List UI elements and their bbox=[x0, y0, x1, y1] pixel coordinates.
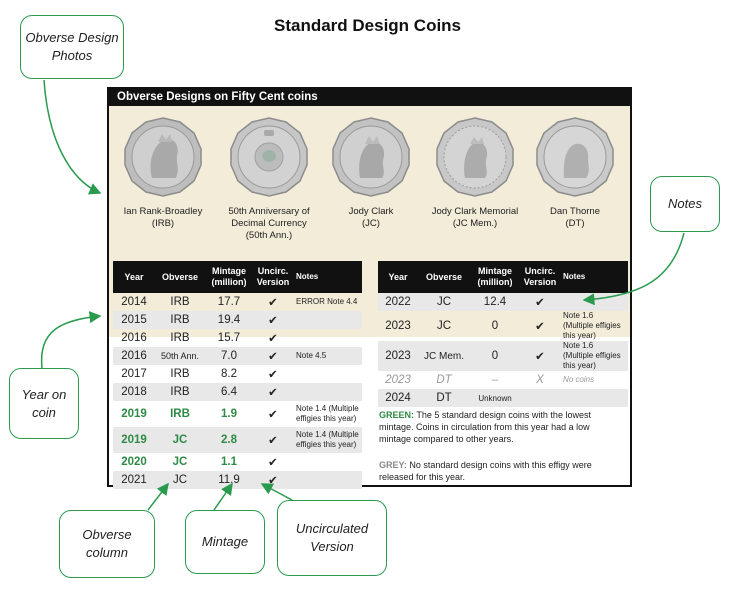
cell-obverse: IRB bbox=[155, 383, 205, 401]
panel-header: Obverse Designs on Fifty Cent coins bbox=[109, 89, 630, 106]
cell-obverse: JC bbox=[172, 456, 188, 468]
coin-irb-caption-2: (IRB) bbox=[151, 218, 175, 229]
cell-uncirc: ✔ bbox=[253, 347, 293, 365]
coin-panel bbox=[107, 87, 632, 487]
col-mintage-1: Mintage bbox=[211, 266, 246, 276]
cell-mintage: 8.2 bbox=[221, 368, 237, 380]
cell-notes bbox=[293, 383, 362, 401]
col-obverse: Obverse bbox=[418, 261, 470, 293]
callout-notes bbox=[650, 176, 720, 232]
table-row bbox=[378, 293, 628, 311]
callout-mintage-text: Mintage bbox=[201, 534, 249, 550]
cell-obverse: JC bbox=[155, 427, 205, 453]
cell-uncirc: ✔ bbox=[268, 297, 278, 309]
cell-uncirc: ✔ bbox=[268, 409, 278, 421]
legend-green-label: GREEN: bbox=[379, 410, 415, 420]
callout-mintage bbox=[185, 510, 265, 574]
coin-50th-image bbox=[228, 116, 310, 198]
legend-green-text: The 5 standard design coins with the lowest mintage. Coins in circulation from this year had a low mintage compared to other years. bbox=[379, 410, 591, 444]
cell-notes: ERROR Note 4.4 bbox=[296, 297, 358, 306]
col-uncirc bbox=[520, 261, 560, 293]
cell-mintage: 7.0 bbox=[205, 347, 253, 365]
cell-year: 2020 bbox=[121, 456, 147, 468]
cell-notes bbox=[293, 365, 362, 383]
table-row bbox=[113, 383, 362, 401]
col-obverse: Obverse bbox=[155, 261, 205, 293]
cell-mintage: 2.8 bbox=[205, 427, 253, 453]
page-title: Standard Design Coins bbox=[273, 16, 462, 35]
cell-year: 2018 bbox=[113, 383, 155, 401]
callout-notes-text: Notes bbox=[668, 196, 702, 212]
cell-obverse: IRB bbox=[155, 311, 205, 329]
coin-jc-image bbox=[330, 116, 412, 198]
table-row bbox=[113, 311, 362, 329]
coin-jc-caption-1: Jody Clark bbox=[348, 206, 394, 217]
table-row bbox=[113, 293, 362, 311]
cell-year: 2014 bbox=[121, 296, 147, 308]
cell-mintage: 6.4 bbox=[205, 383, 253, 401]
cell-mintage: 1.1 bbox=[221, 456, 237, 468]
callout-year-text: Year on coin bbox=[21, 386, 67, 420]
cell-notes: No coins bbox=[563, 375, 595, 384]
cell-notes bbox=[293, 471, 362, 489]
cell-uncirc: ✔ bbox=[253, 471, 293, 489]
table-row bbox=[113, 427, 362, 453]
col-uncirc-2: Version bbox=[523, 277, 557, 287]
cell-year: 2016 bbox=[113, 347, 155, 365]
cell-notes: Note 1.4 (Multiple effigies this year) bbox=[293, 427, 362, 453]
cell-mintage: 15.7 bbox=[217, 332, 241, 344]
cell-year: 2017 bbox=[121, 368, 147, 380]
coin-50th-caption-2: Decimal Currency bbox=[231, 218, 307, 229]
coin-irb-caption-1: Ian Rank-Broadley bbox=[123, 206, 203, 217]
table-row bbox=[378, 311, 628, 341]
cell-year: 2024 bbox=[378, 389, 418, 407]
coin-dt bbox=[523, 116, 627, 230]
cell-obverse: IRB bbox=[170, 368, 190, 380]
coin-irb bbox=[111, 116, 215, 230]
col-mintage-2: (million) bbox=[477, 277, 513, 287]
table-row bbox=[113, 471, 362, 489]
cell-mintage: 0 bbox=[491, 320, 499, 332]
table-row bbox=[378, 371, 628, 389]
cell-notes bbox=[293, 329, 362, 347]
cell-uncirc bbox=[520, 389, 560, 407]
cell-notes bbox=[293, 453, 362, 471]
legend-grey-label: GREY: bbox=[379, 460, 407, 470]
cell-notes: Note 4.5 bbox=[293, 347, 362, 365]
cell-uncirc: ✔ bbox=[268, 333, 278, 345]
cell-year: 2021 bbox=[113, 471, 155, 489]
table-row bbox=[113, 329, 362, 347]
legend-green bbox=[379, 409, 619, 445]
col-notes: Notes bbox=[560, 261, 628, 293]
cell-uncirc: ✔ bbox=[535, 321, 545, 333]
coin-jc-mem bbox=[423, 116, 527, 230]
cell-obverse: JC bbox=[418, 293, 470, 311]
cell-notes: Note 1.6 (Multiple effigies this year) bbox=[563, 311, 621, 340]
col-mintage-1: Mintage bbox=[477, 266, 512, 276]
cell-uncirc: ✔ bbox=[268, 457, 278, 469]
coin-50th-caption-3: (50th Ann.) bbox=[245, 230, 293, 241]
table-row bbox=[113, 453, 362, 471]
cell-obverse: DT bbox=[418, 389, 470, 407]
col-uncirc bbox=[253, 261, 293, 293]
callout-uncirculated bbox=[277, 500, 387, 576]
callout-year-on-coin bbox=[9, 368, 79, 439]
coin-irb-image bbox=[122, 116, 204, 198]
cell-uncirc: X bbox=[536, 374, 544, 386]
cell-mintage: – bbox=[491, 374, 499, 386]
cell-notes: Note 1.6 (Multiple effigies this year) bbox=[560, 341, 628, 371]
col-notes: Notes bbox=[293, 261, 362, 293]
table-row bbox=[378, 389, 628, 407]
cell-mintage: 1.9 bbox=[221, 408, 237, 420]
cell-notes bbox=[293, 311, 362, 329]
col-uncirc-1: Uncirc. bbox=[524, 266, 556, 276]
left-table bbox=[113, 261, 362, 489]
col-mintage bbox=[205, 261, 253, 293]
cell-uncirc: ✔ bbox=[253, 427, 293, 453]
cell-year: 2016 bbox=[121, 332, 147, 344]
cell-uncirc: ✔ bbox=[268, 369, 278, 381]
cell-notes bbox=[560, 293, 628, 311]
cell-obverse: 50th Ann. bbox=[155, 347, 205, 365]
cell-year: 2023 bbox=[385, 374, 411, 386]
cell-year: 2023 bbox=[385, 320, 411, 332]
table-row bbox=[378, 341, 628, 371]
cell-obverse: IRB bbox=[170, 408, 190, 420]
legend-grey bbox=[379, 459, 619, 483]
cell-year: 2022 bbox=[378, 293, 418, 311]
coin-dt-caption-1: Dan Thorne bbox=[550, 206, 600, 217]
table-row bbox=[113, 365, 362, 383]
coin-dt-image bbox=[534, 116, 616, 198]
callout-obverse-photos bbox=[20, 15, 124, 79]
cell-obverse: IRB bbox=[170, 332, 190, 344]
coin-jc-mem-image bbox=[434, 116, 516, 198]
col-uncirc-2: Version bbox=[256, 277, 290, 287]
cell-mintage: 17.7 bbox=[217, 296, 241, 308]
callout-obverse-column-text: Obverse column bbox=[82, 527, 132, 560]
cell-year: 2023 bbox=[378, 341, 418, 371]
table-row bbox=[113, 347, 362, 365]
table-row bbox=[113, 401, 362, 427]
cell-uncirc: ✔ bbox=[520, 341, 560, 371]
arrow-obverse-photos bbox=[44, 80, 100, 193]
col-mintage bbox=[470, 261, 520, 293]
col-mintage-2: (million) bbox=[211, 277, 247, 287]
coin-jc-mem-caption-1: Jody Clark Memorial bbox=[431, 206, 519, 217]
callout-obverse-column bbox=[59, 510, 155, 578]
cell-year: 2015 bbox=[113, 311, 155, 329]
cell-obverse: IRB bbox=[170, 296, 190, 308]
arrow-year bbox=[42, 316, 100, 368]
cell-uncirc: ✔ bbox=[253, 311, 293, 329]
cell-year: 2019 bbox=[121, 408, 147, 420]
cell-mintage: 11.9 bbox=[205, 471, 253, 489]
cell-obverse: JC Mem. bbox=[418, 341, 470, 371]
cell-mintage: 19.4 bbox=[205, 311, 253, 329]
col-year: Year bbox=[378, 261, 418, 293]
coin-jc-mem-caption-2: (JC Mem.) bbox=[452, 218, 498, 229]
cell-obverse: JC bbox=[155, 471, 205, 489]
coin-50th bbox=[217, 116, 321, 242]
cell-mintage: 0 bbox=[470, 341, 520, 371]
right-table bbox=[378, 261, 628, 407]
col-uncirc-1: Uncirc. bbox=[257, 266, 289, 276]
cell-notes: Note 1.4 (Multiple effigies this year) bbox=[296, 404, 359, 423]
coin-jc bbox=[319, 116, 423, 230]
legend-grey-text: No standard design coins with this effigy were released for this year. bbox=[379, 460, 592, 482]
cell-obverse: DT bbox=[436, 374, 452, 386]
cell-mintage: 12.4 bbox=[470, 293, 520, 311]
cell-obverse: JC bbox=[436, 320, 452, 332]
col-year: Year bbox=[113, 261, 155, 293]
cell-mintage: Unknown bbox=[470, 389, 520, 407]
cell-uncirc: ✔ bbox=[253, 383, 293, 401]
cell-notes bbox=[560, 389, 628, 407]
callout-uncirculated-text: Uncirculated Version bbox=[295, 521, 369, 554]
coin-50th-caption-1: 50th Anniversary of bbox=[228, 206, 310, 217]
coin-jc-caption-2: (JC) bbox=[362, 218, 380, 229]
cell-year: 2019 bbox=[113, 427, 155, 453]
cell-uncirc: ✔ bbox=[520, 293, 560, 311]
callout-obverse-photos-text: Obverse Design Photos bbox=[25, 30, 119, 63]
coin-dt-caption-2: (DT) bbox=[565, 218, 585, 229]
